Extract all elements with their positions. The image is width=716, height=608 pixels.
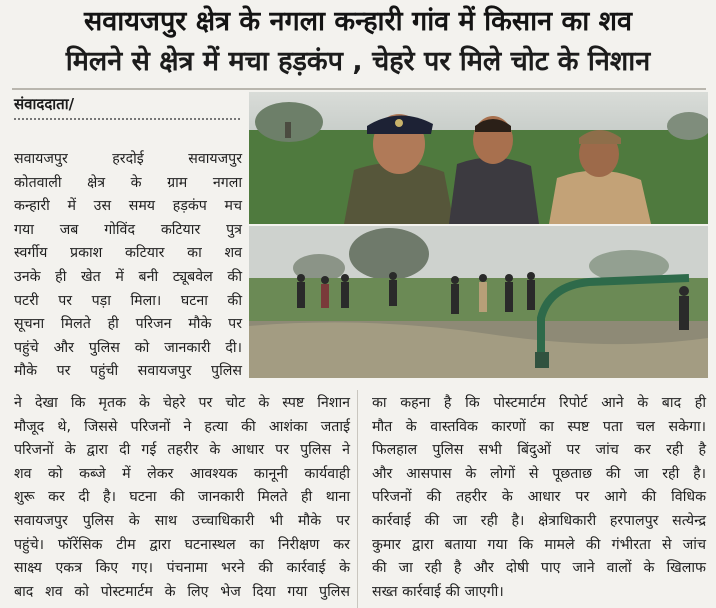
text-line: कन्हारी में उस समय हड़कंप मच (14, 198, 242, 215)
article-column-top-left (14, 148, 242, 384)
text-line: और आसपास के लोगों से पूछताछ की जा रही है। (372, 465, 706, 482)
text-line: साक्ष्य एकत्र किए गए। पंचनामा भरने की कार्रवाई के (14, 560, 350, 577)
text-line: स्वर्गीय प्रकाश कटियार का शव (14, 245, 242, 262)
text-line: मौके पर पहुंची सवायजपुर पुलिस (14, 363, 242, 380)
text-line: कार्रवाई की जा रही है। क्षेत्राधिकारी हरपालपुर सत्येन्द्र (372, 512, 706, 529)
text-line: मौत के वास्तविक कारणों का स्पष्ट पता चल सकेगा। (372, 418, 706, 435)
headline-line-2: मिलने से क्षेत्र में मचा हड़कंप , चेहरे पर मिले चोट के निशान (65, 46, 651, 77)
text-line: शुरू कर दी है। घटना की जानकारी मिलते ही थाना (14, 489, 350, 506)
text-line: की जा रही है और दोषी पाए जाने वालों के खिलाफ (372, 560, 706, 577)
photo-officials (249, 92, 708, 224)
byline-rule (14, 118, 240, 120)
article-column-bottom-left (14, 392, 350, 604)
text-line: पहुंचे और पुलिस को जानकारी दी। (14, 339, 242, 356)
text-line: का कहना है कि पोस्टमार्टम रिपोर्ट आने के बाद ही (372, 395, 706, 411)
text-line: बाद शव को पोस्टमार्टम के लिए भेज दिया गया पुलिस (14, 583, 350, 600)
article-column-bottom-right (372, 392, 706, 604)
headline-rule (12, 88, 706, 90)
text-line: पहुंचे। फॉरेंसिक टीम द्वारा घटनास्थल का निरीक्षण कर (14, 536, 350, 553)
text-line: मौजूद थे, जिससे परिजनों ने हत्या की आशंका जताई (14, 418, 350, 435)
text-line: सवायजपुर पुलिस के साथ उच्चाधिकारी भी मौके पर (14, 512, 350, 529)
text-line: पटरी पर पड़ा मिला। घटना की (14, 292, 242, 309)
column-divider (357, 390, 358, 608)
text-line: परिजनों के द्वारा दी गई तहरीर के आधार पर पुलिस ने (14, 442, 350, 459)
text-line: सख्त कार्रवाई की जाएगी। (372, 583, 504, 600)
photo-crime-scene (249, 226, 708, 378)
byline: संवाददाता/ (14, 95, 75, 113)
text-line: कोतवाली क्षेत्र के ग्राम नगला (14, 174, 242, 191)
text-line: सूचना मिलते ही परिजन मौके पर (14, 316, 242, 333)
text-line: कुमार द्वारा बताया गया कि मामले की गंभीरता से जांच (372, 536, 706, 553)
text-line: ने देखा कि मृतक के चेहरे पर चोट के स्पष्ट निशान (14, 395, 350, 411)
text-line: सवायजपुर हरदोई सवायजपुर (14, 151, 242, 167)
text-line: शव को कब्जे में लेकर आवश्यक कानूनी कार्यवाही (14, 465, 350, 482)
text-line: फिलहाल पुलिस सभी बिंदुओं पर जांच कर रही है (372, 442, 706, 459)
text-line: परिजनों की तहरीर के आधार पर आगे की विधिक (372, 489, 706, 506)
text-line: उनके ही खेत में बनी ट्यूबवेल की (14, 268, 242, 285)
text-line: गया जब गोविंद कटियार पुत्र (14, 221, 242, 238)
headline-line-1: सवायजपुर क्षेत्र के नगला कन्हारी गांव में किसान का शव (84, 6, 632, 37)
